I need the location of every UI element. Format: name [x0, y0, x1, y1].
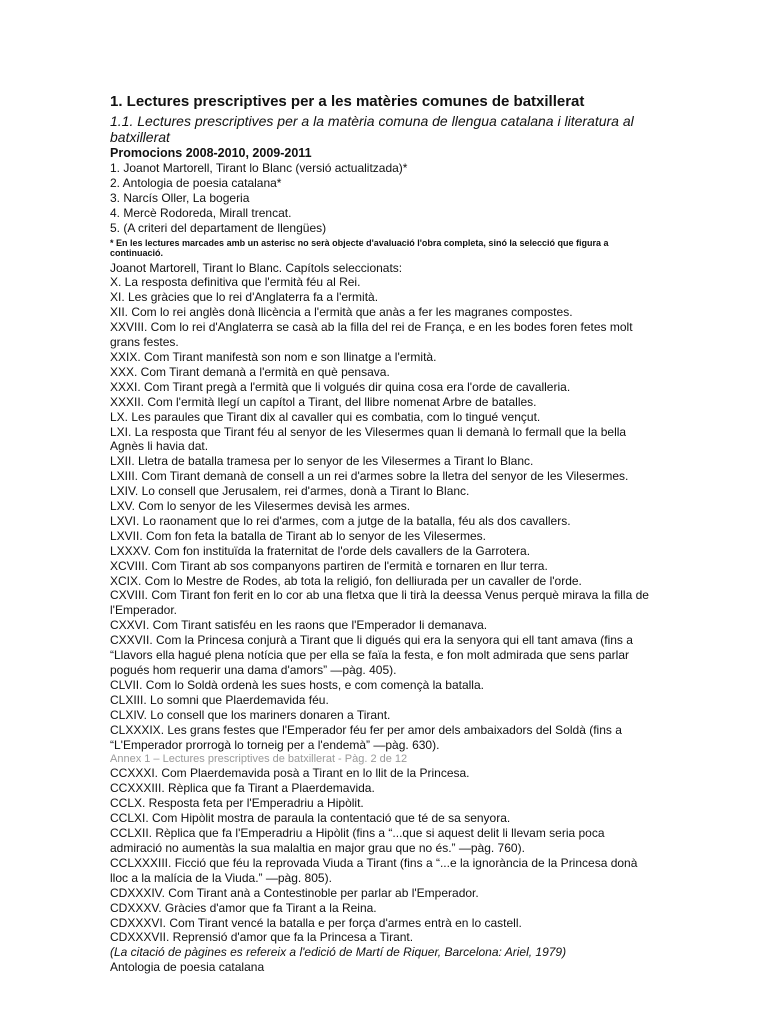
chapter-item: LXXXV. Com fon instituïda la fraternitat de l'orde dels cavallers de la Garrotera. — [110, 543, 531, 558]
list-item: 1. Joanot Martorell, Tirant lo Blanc (versió actualitzada)* — [110, 161, 408, 175]
chapter-item: CLXIV. Lo consell que los mariners donaren a Tirant. — [110, 707, 391, 722]
chapter-item: XII. Com lo rei anglès donà llicència a l'ermità que anàs a fer les magranes compostes. — [110, 305, 573, 320]
chapter-item: CCLXXXIII. Ficció que féu la reprovada Viuda a Tirant (fins a “...e la ignorància de la Princesa donà lloc a la malícia de la Viuda.” —pàg. 805). — [110, 855, 638, 885]
chapter-item: CDXXXV. Gràcies d'amor que fa Tirant a la Reina. — [110, 900, 377, 915]
promotions-label: Promocions 2008-2010, 2009-2011 — [110, 146, 312, 160]
chapter-item: XXX. Com Tirant demanà a l'ermità en què pensava. — [110, 364, 390, 379]
chapter-item: LXIII. Com Tirant demanà de consell a un rei d'armes sobre la lletra del senyor de les Vilesermes. — [110, 469, 629, 484]
chapter-item: CCLXI. Com Hipòlit mostra de paraula la contentació que té de sa senyora. — [110, 811, 511, 826]
chapter-item: CLXXXIX. Les grans festes que l'Emperador féu fer per amor dels ambaixadors del Soldà (fins a “L'Emperador prorrogà lo torneig per a l'endemà” —pàg. 630). — [110, 722, 622, 752]
chapter-item: CCLX. Resposta feta per l'Emperadriu a Hipòlit. — [110, 796, 364, 811]
chapter-item: XXXII. Com l'ermità llegí un capítol a Tirant, del llibre nomenat Arbre de batalles. — [110, 394, 537, 409]
citation-note: (La citació de pàgines es refereix a l'edició de Martí de Riquer, Barcelona: Ariel, 1979) — [110, 945, 567, 960]
chapter-item: LXI. La resposta que Tirant féu al senyor de les Vilesermes quan li demanà lo fermall que la bella Agnès li havia dat. — [110, 424, 627, 454]
chapter-item: LXIV. Lo consell que Jerusalem, rei d'armes, donà a Tirant lo Blanc. — [110, 484, 470, 499]
chapter-item: CLXIII. Lo somni que Plaerdemavida féu. — [110, 692, 329, 707]
chapter-item: CDXXXVI. Com Tirant vencé la batalla e per força d'armes entrà en lo castell. — [110, 915, 522, 930]
footnote: * En les lectures marcades amb un asterisc no serà objecte d'avaluació l'obra completa, sinó la selecció que figura a continuació. — [110, 237, 609, 259]
chapter-item: XCIX. Com lo Mestre de Rodes, ab tota la religió, fon delliurada per un cavaller de l'orde. — [110, 573, 582, 588]
chapter-list — [110, 261, 650, 753]
reading-list — [110, 161, 650, 236]
chapter-item: LXII. Lletra de batalla tramesa per lo senyor de les Vilesermes a Tirant lo Blanc. — [110, 454, 534, 469]
chapter-item: XXVIII. Com lo rei d'Anglaterra se casà ab la filla del rei de França, e en les bodes foren fetes molt grans festes. — [110, 320, 633, 350]
chapter-item: XI. Les gràcies que lo rei d'Anglaterra fa a l'ermità. — [110, 290, 379, 305]
chapter-item: LXV. Com lo senyor de les Vilesermes devisà les armes. — [110, 499, 411, 514]
chapter-item: CDXXXIV. Com Tirant anà a Contestinoble per parlar ab l'Emperador. — [110, 885, 479, 900]
chapter-item: CCLXII. Rèplica que fa l'Emperadriu a Hipòlit (fins a “...que si aquest delit li llevam seria poca admiració no aumentàs la sua malaltia en major grau que no és.” —pàg. 760). — [110, 826, 605, 855]
list-item: 3. Narcís Oller, La bogeria — [110, 190, 250, 205]
chapter-item: CDXXXVII. Reprensió d'amor que fa la Princesa a Tirant. — [110, 930, 414, 945]
next-section-title: Antologia de poesia catalana — [110, 960, 265, 975]
chapter-item: XXIX. Com Tirant manifestà son nom e son llinatge a l'ermità. — [110, 349, 437, 364]
chapter-item: CCXXXIII. Rèplica que fa Tirant a Plaerdemavida. — [110, 781, 375, 796]
chapter-item: XXXI. Com Tirant pregà a l'ermità que li volgués dir quina cosa era l'orde de cavalleria. — [110, 379, 571, 394]
page-footer: Annex 1 – Lectures prescriptives de batxillerat - Pàg. 2 de 12 — [110, 753, 408, 766]
list-item: 4. Mercè Rodoreda, Mirall trencat. — [110, 205, 292, 220]
document-page — [110, 92, 650, 975]
chapter-item: CXXVII. Com la Princesa conjurà a Tirant que li digués qui era la senyora qui ell tant amava (fins a “Llavors ella hagué plena notícia que per ella se faïa la festa, e fon molt admirada que sens parlar pogués hom requerir una dama d'amors” —pàg. 405). — [110, 633, 633, 677]
list-item: 2. Antologia de poesia catalana* — [110, 175, 282, 190]
chapter-item: CXXVI. Com Tirant satisféu en les raons que l'Emperador li demanava. — [110, 618, 488, 633]
chapter-item: X. La resposta definitiva que l'ermità féu al Rei. — [110, 275, 361, 290]
chapter-item: LXVI. Lo raonament que lo rei d'armes, com a jutge de la batalla, féu als dos cavallers. — [110, 513, 571, 528]
chapter-item: LXVII. Com fon feta la batalla de Tirant ab lo senyor de les Vilesermes. — [110, 528, 486, 543]
chapter-item: CLVII. Com lo Soldà ordenà les sues hosts, e com començà la batalla. — [110, 677, 484, 692]
list-item: 5. (A criteri del departament de llengües) — [110, 220, 327, 235]
subsection-heading: 1.1. Lectures prescriptives per a la matèria comuna de llengua catalana i literatura al batxillerat — [110, 113, 634, 145]
chapter-item: XCVIII. Com Tirant ab sos companyons partiren de l'ermità e tornaren en llur terra. — [110, 558, 548, 573]
chapter-list-continued — [110, 766, 650, 945]
chapter-item: CXVIII. Com Tirant fon ferit en lo cor ab una fletxa que li tirà la deessa Venus perquè mirava la filla de l'Emperador. — [110, 588, 649, 618]
chapter-item: CCXXXI. Com Plaerdemavida posà a Tirant en lo llit de la Princesa. — [110, 766, 470, 781]
chapter-item: LX. Les paraules que Tirant dix al cavaller qui es combatia, com lo tingué vençut. — [110, 409, 541, 424]
chapters-intro: Joanot Martorell, Tirant lo Blanc. Capítols seleccionats: — [110, 260, 403, 275]
section-heading: 1. Lectures prescriptives per a les matèries comunes de batxillerat — [110, 93, 585, 110]
